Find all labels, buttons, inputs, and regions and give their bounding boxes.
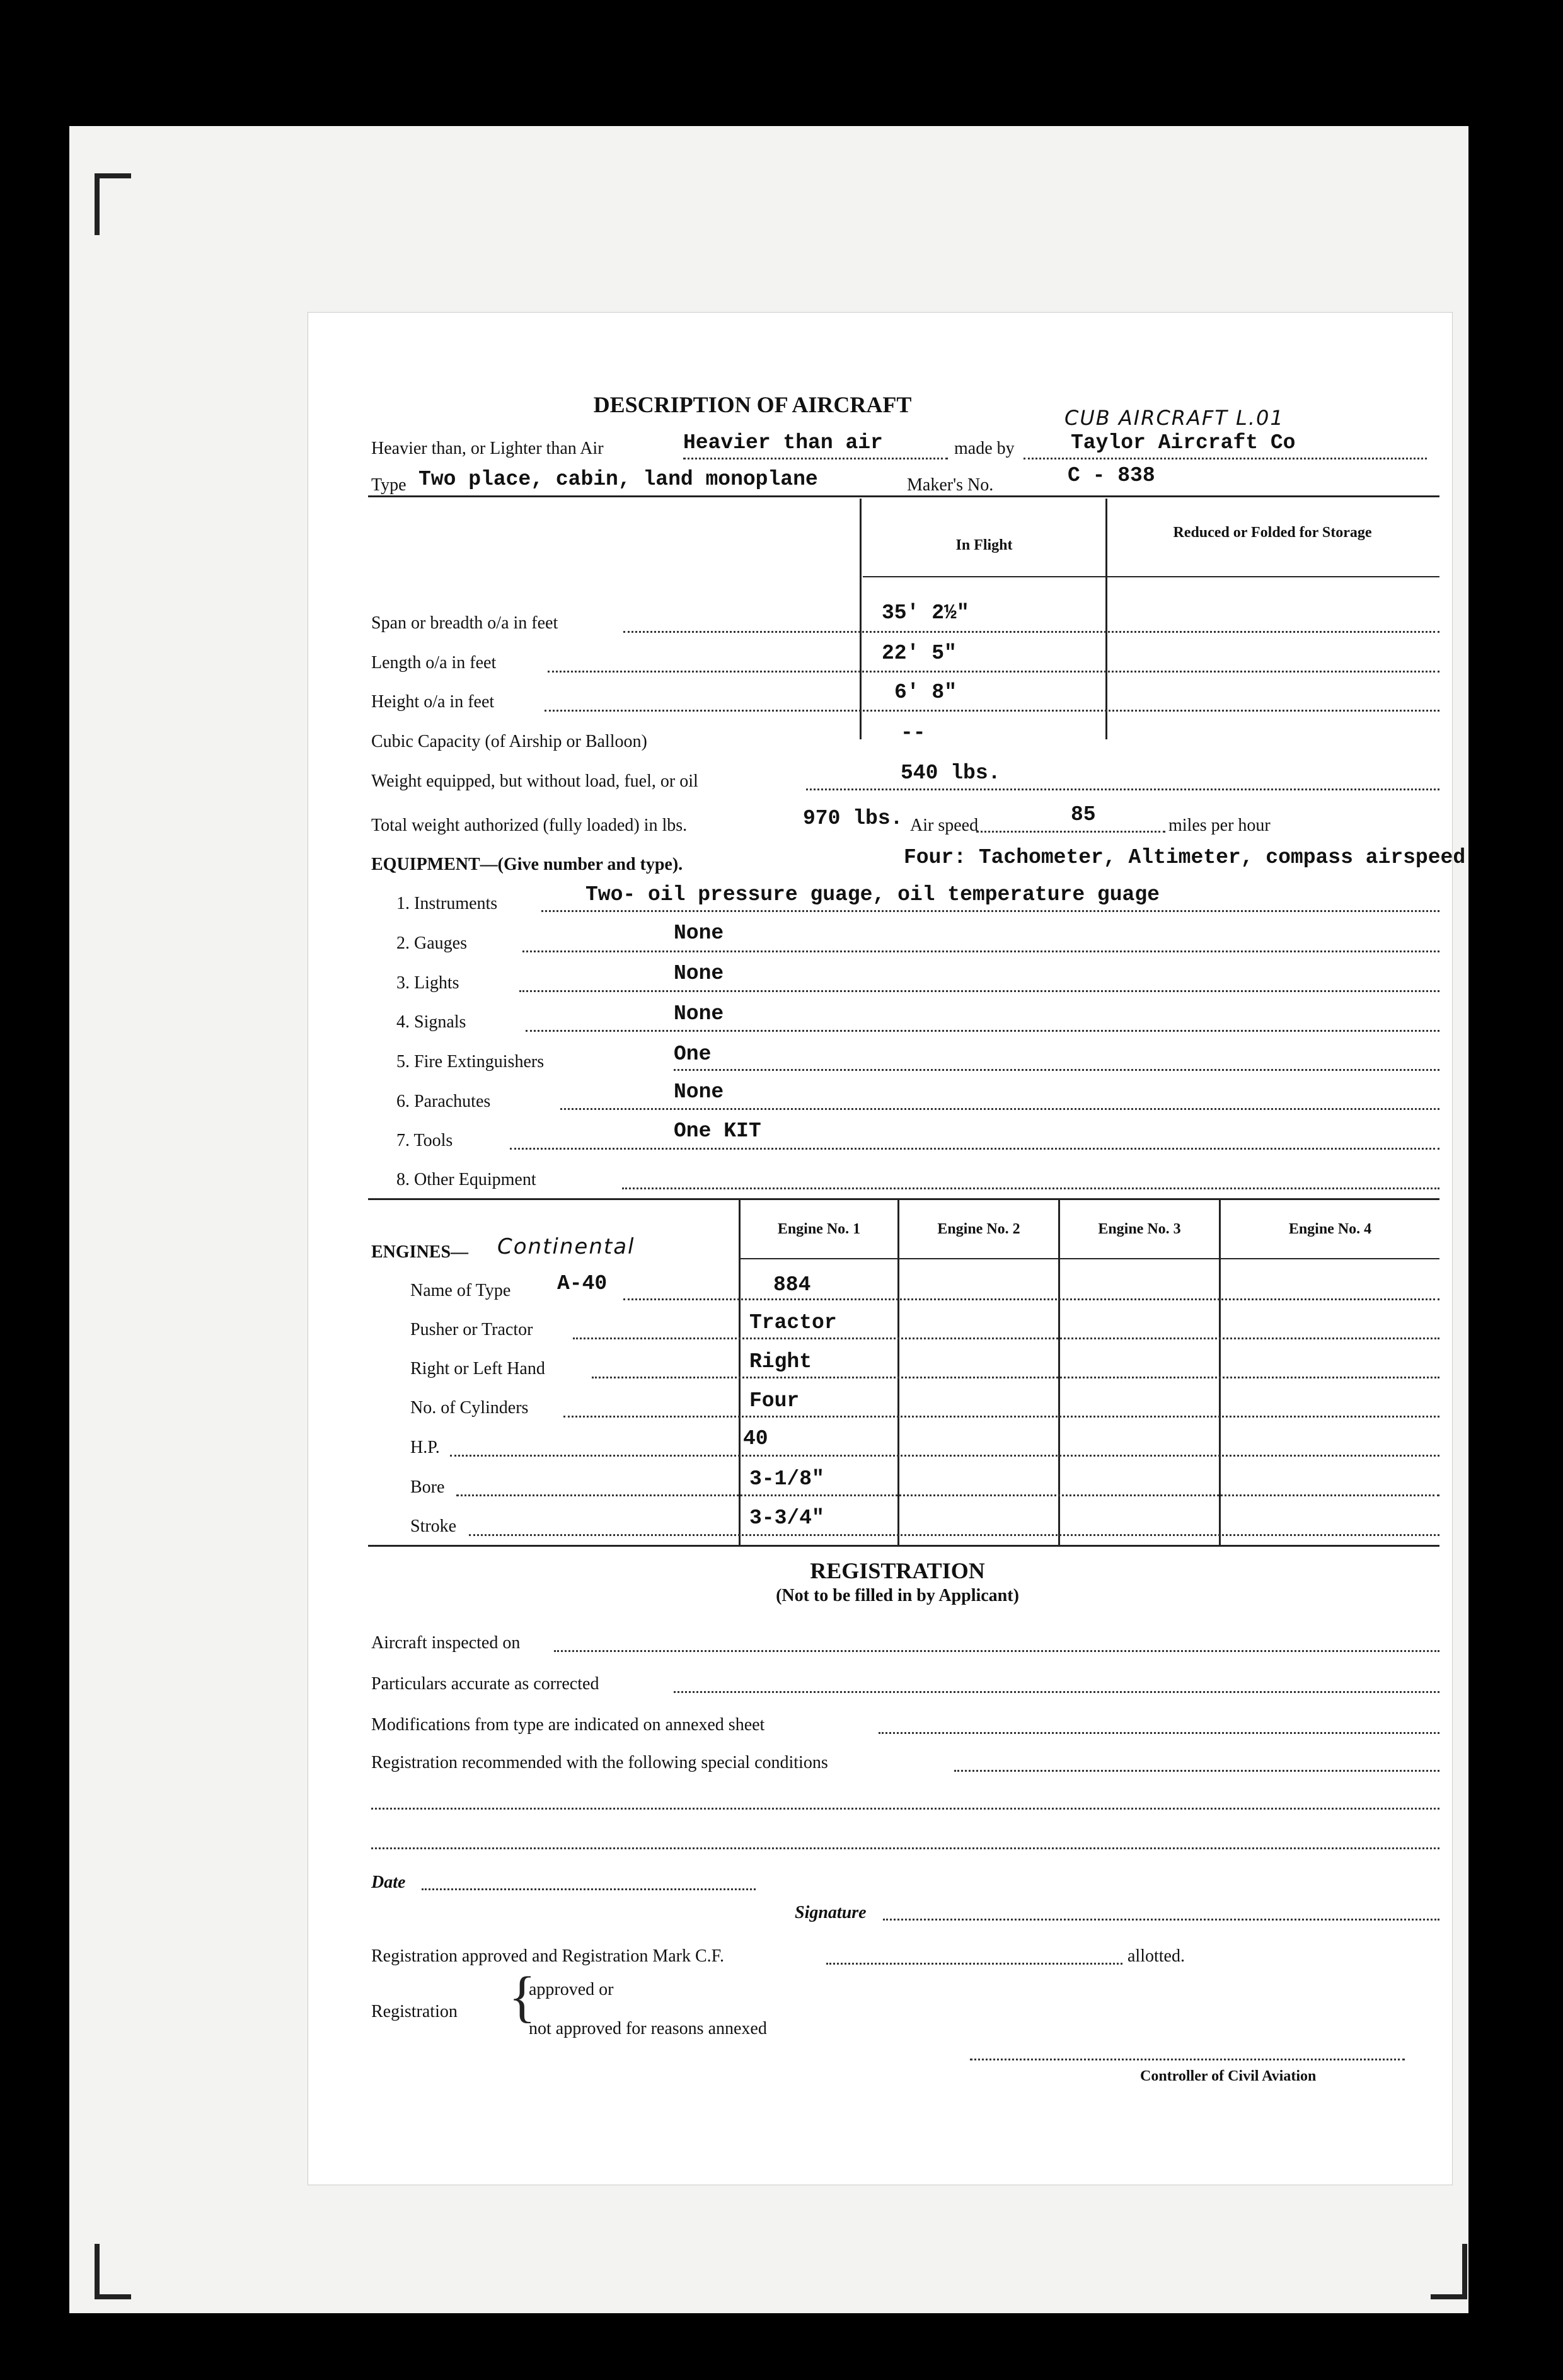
- heavier-label: Heavier than, or Lighter than Air: [371, 439, 604, 458]
- engine-row-value: 884: [773, 1273, 811, 1297]
- made-by-label: made by: [954, 439, 1015, 458]
- engine-row-value: 3-3/4": [749, 1506, 824, 1530]
- signature-line[interactable]: [883, 1919, 1439, 1921]
- dotted-line: [976, 831, 1165, 833]
- dim-value: 35' 2½": [882, 601, 969, 625]
- dotted-line: [623, 1298, 1439, 1300]
- date-label: Date: [371, 1873, 406, 1892]
- engine-row-label: Stroke: [410, 1516, 457, 1536]
- equip-label: 2. Gauges: [396, 933, 467, 953]
- reg-line-label: Particulars accurate as corrected: [371, 1674, 599, 1694]
- reg-line-label: Registration recommended with the following special conditions: [371, 1753, 828, 1772]
- dotted-line: [526, 1030, 1439, 1032]
- dotted-line: [592, 1377, 1439, 1378]
- equip-label: 3. Lights: [396, 973, 459, 993]
- equip-label: 1. Instruments: [396, 894, 498, 913]
- equip-value: None: [674, 1080, 724, 1104]
- engine-row-label: H.P.: [410, 1438, 440, 1457]
- crop-mark-bottom-right: [1431, 2244, 1467, 2299]
- dim-label: Cubic Capacity (of Airship or Balloon): [371, 732, 647, 751]
- airspeed-value: 85: [1071, 803, 1096, 826]
- dotted-line: [560, 1108, 1439, 1110]
- dotted-line: [954, 1770, 1439, 1772]
- makers-no-value: C - 838: [1068, 464, 1155, 487]
- equip-label: 4. Signals: [396, 1012, 466, 1032]
- mph-label: miles per hour: [1168, 816, 1271, 835]
- type-label: Type: [371, 475, 407, 495]
- rule: [863, 576, 1439, 577]
- makers-no-label: Maker's No.: [907, 475, 994, 495]
- dotted-line: [683, 458, 948, 459]
- col-in-flight: In Flight: [955, 537, 1013, 553]
- equip-label: 6. Parachutes: [396, 1092, 491, 1111]
- engine-col-3: Engine No. 3: [1098, 1221, 1181, 1237]
- reg-line-label: Modifications from type are indicated on annexed sheet: [371, 1715, 765, 1735]
- total-weight-value: 970 lbs.: [803, 807, 903, 830]
- dotted-line: [826, 1963, 1122, 1965]
- dotted-line: [674, 1069, 1439, 1071]
- engine-col-4: Engine No. 4: [1288, 1221, 1372, 1237]
- dotted-line: [623, 631, 1439, 633]
- equipment-line1: Four: Tachometer, Altimeter, compass airspeed: [904, 846, 1466, 869]
- dotted-line: [622, 1187, 1439, 1189]
- brace: {: [509, 1966, 536, 2028]
- approved-or: approved or: [529, 1980, 614, 1999]
- col-divider: [1105, 499, 1107, 739]
- dotted-line: [554, 1650, 1439, 1652]
- dim-label: Weight equipped, but without load, fuel, or oil: [371, 771, 698, 791]
- aircraft-description-form: [308, 312, 1466, 2185]
- engine-row-value: Four: [749, 1389, 800, 1412]
- registration-sub: (Not to be filled in by Applicant): [776, 1586, 1019, 1605]
- reg-line-label: Aircraft inspected on: [371, 1633, 521, 1653]
- total-weight-label: Total weight authorized (fully loaded) in lbs.: [371, 816, 688, 835]
- engine-col-2: Engine No. 2: [937, 1221, 1020, 1237]
- rule: [739, 1258, 1439, 1259]
- engines-make: Continental: [497, 1234, 635, 1259]
- dotted-line: [563, 1416, 1439, 1418]
- engine-row-note: A-40: [557, 1272, 608, 1295]
- dotted-line: [371, 1808, 1439, 1810]
- crop-mark-bottom-left: [95, 2244, 131, 2299]
- dotted-line: [510, 1148, 1439, 1150]
- equip-value: None: [674, 1002, 724, 1025]
- equip-label: 7. Tools: [396, 1131, 453, 1150]
- equip-value: Two- oil pressure guage, oil temperature guage: [585, 883, 1160, 906]
- not-approved: not approved for reasons annexed: [529, 2019, 767, 2038]
- engine-row-label: Bore: [410, 1477, 445, 1497]
- made-by-value: Taylor Aircraft Co: [1071, 431, 1296, 454]
- equip-value: None: [674, 921, 724, 945]
- registration-word: Registration: [371, 2002, 458, 2021]
- dotted-line: [806, 789, 1439, 790]
- equipment-label: EQUIPMENT—(Give number and type).: [371, 855, 683, 874]
- col-reduced: Reduced or Folded for Storage: [1173, 524, 1372, 541]
- dim-label: Length o/a in feet: [371, 653, 497, 673]
- equip-value: None: [674, 962, 724, 985]
- engine-row-label: Right or Left Hand: [410, 1359, 545, 1378]
- engine-col-1: Engine No. 1: [777, 1221, 861, 1237]
- signature-label: Signature: [795, 1903, 867, 1922]
- registration-title: REGISTRATION: [810, 1558, 985, 1583]
- type-value: Two place, cabin, land monoplane: [418, 468, 818, 491]
- dotted-line: [422, 1888, 756, 1890]
- crop-mark-top-left: [95, 173, 131, 235]
- engine-row-value: Tractor: [749, 1311, 837, 1334]
- col-divider: [860, 499, 862, 739]
- dotted-line: [879, 1732, 1439, 1734]
- dim-label: Height o/a in feet: [371, 692, 495, 712]
- engine-row-label: Pusher or Tractor: [410, 1320, 533, 1339]
- equip-label: 8. Other Equipment: [396, 1170, 536, 1189]
- engine-row-label: No. of Cylinders: [410, 1398, 529, 1418]
- dim-value: --: [901, 721, 926, 744]
- dotted-line: [573, 1337, 1439, 1339]
- dotted-line: [1024, 458, 1427, 459]
- controller-signature-line[interactable]: [970, 2059, 1405, 2060]
- reg-approved-label: Registration approved and Registration Mark C.F.: [371, 1946, 724, 1966]
- equip-value: One: [674, 1043, 712, 1066]
- dotted-line: [674, 1691, 1439, 1693]
- dim-value: 6' 8": [894, 681, 957, 704]
- engine-row-label: Name of Type: [410, 1281, 511, 1300]
- equip-label: 5. Fire Extinguishers: [396, 1052, 545, 1072]
- dotted-line: [548, 671, 1439, 673]
- rule: [368, 1545, 1439, 1547]
- dim-value: 540 lbs.: [901, 761, 1001, 785]
- allotted-label: allotted.: [1128, 1946, 1185, 1966]
- engine-row-value: Right: [749, 1350, 812, 1373]
- rule: [368, 495, 1439, 497]
- annotation-top: CUB AIRCRAFT L.01: [1064, 406, 1284, 430]
- engines-label: ENGINES—: [371, 1242, 469, 1262]
- engine-row-value: 40: [743, 1427, 768, 1450]
- dotted-line: [545, 710, 1439, 712]
- dotted-line: [456, 1494, 1439, 1496]
- equip-value: One KIT: [674, 1119, 761, 1143]
- rule: [368, 1198, 1439, 1200]
- dotted-line: [469, 1534, 1439, 1536]
- heavier-value: Heavier than air: [683, 431, 883, 454]
- dotted-line: [450, 1455, 1439, 1457]
- engine-row-value: 3-1/8": [749, 1467, 824, 1491]
- dim-label: Span or breadth o/a in feet: [371, 613, 558, 633]
- airspeed-label: Air speed: [910, 816, 979, 835]
- dotted-line: [371, 1847, 1439, 1849]
- dim-value: 22' 5": [882, 642, 957, 665]
- dotted-line: [519, 990, 1439, 992]
- dotted-line: [541, 910, 1439, 912]
- dotted-line: [522, 950, 1439, 952]
- controller-label: Controller of Civil Aviation: [1140, 2068, 1317, 2084]
- form-title: DESCRIPTION OF AIRCRAFT: [593, 392, 912, 417]
